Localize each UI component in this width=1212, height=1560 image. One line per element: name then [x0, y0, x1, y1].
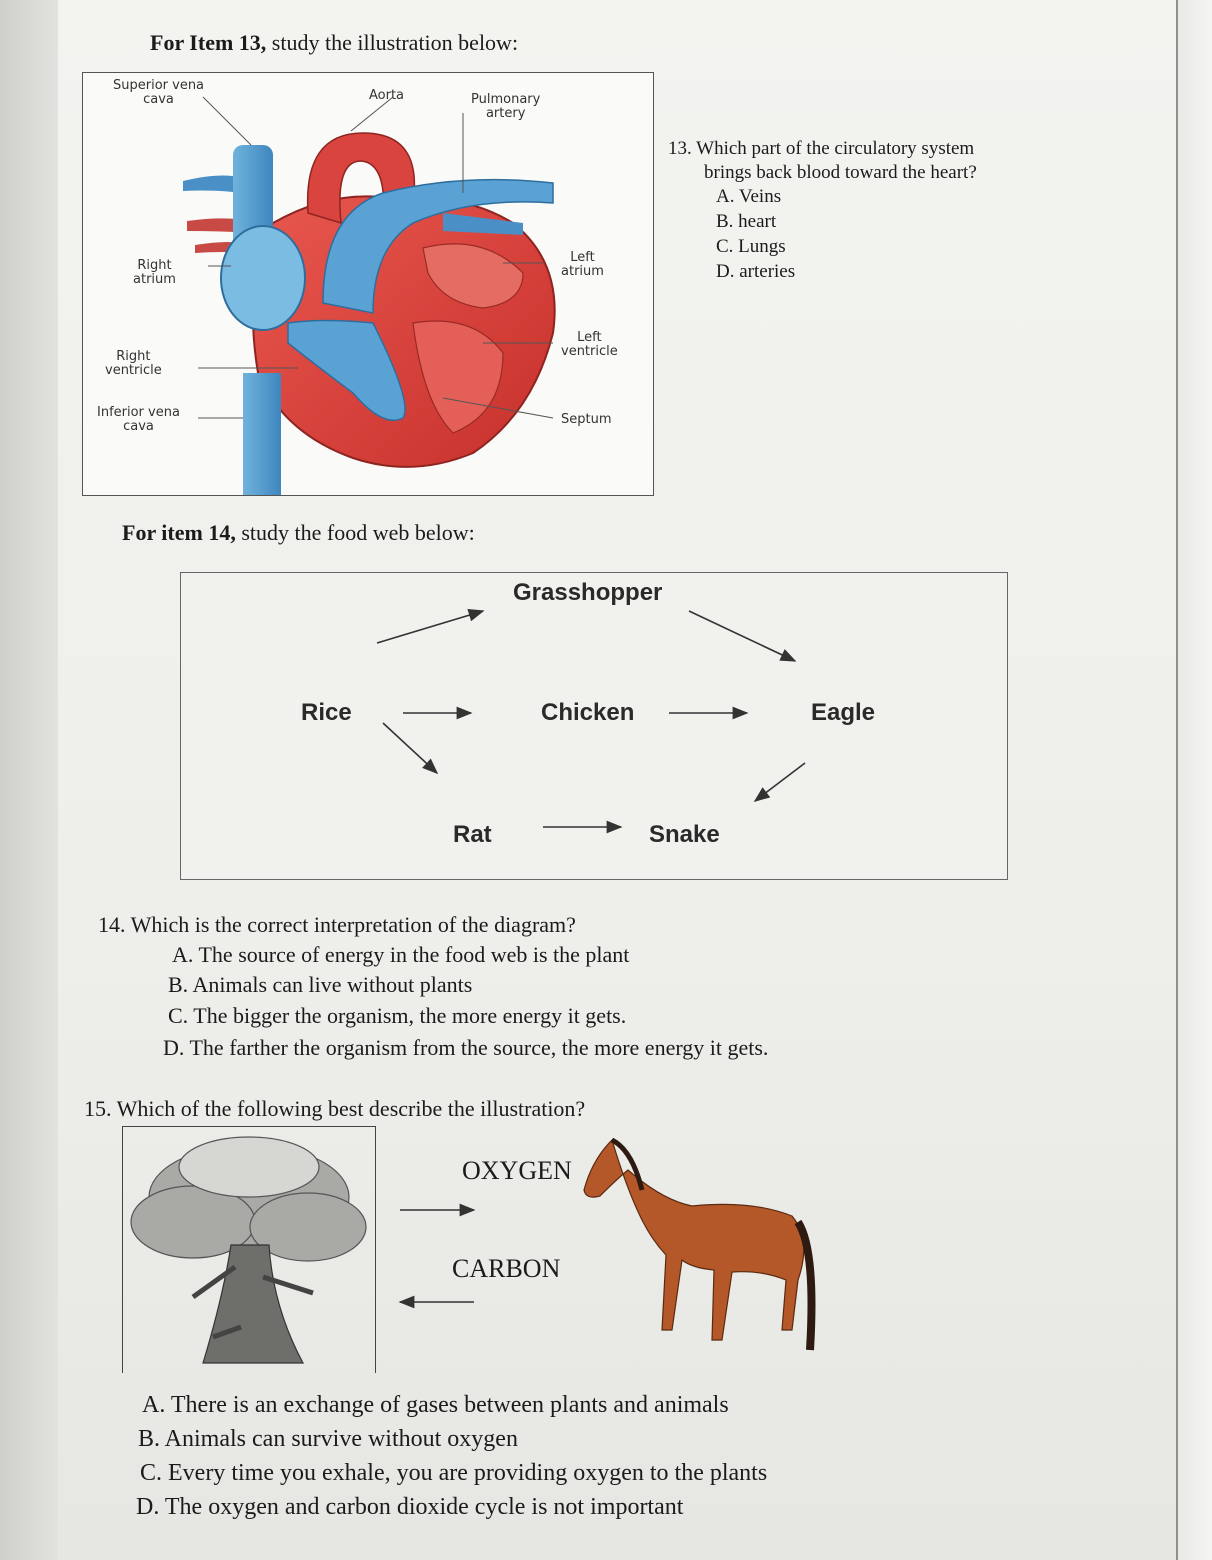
item13-question-line2: brings back blood toward the heart?	[704, 162, 977, 183]
item15-choice-d: D. The oxygen and carbon dioxide cycle is not important	[136, 1494, 684, 1520]
item13-choice-c: C. Lungs	[716, 236, 786, 257]
arrow-rice-to-grasshopper	[377, 611, 483, 643]
item14-choice-b: B. Animals can live without plants	[168, 972, 473, 997]
item14-choice-d: D. The farther the organism from the source, the more energy it gets.	[163, 1035, 769, 1060]
food-web-eagle: Eagle	[811, 699, 876, 726]
item13-choice-a: A. Veins	[716, 186, 782, 207]
item13-choice-b: B. heart	[716, 211, 777, 232]
arrow-grasshopper-to-eagle	[689, 611, 795, 661]
label-inferior-vena-cava: Inferior vena cava	[97, 405, 180, 434]
label-oxygen: OXYGEN	[462, 1156, 572, 1185]
label-aorta: Aorta	[369, 88, 405, 103]
food-web-chicken: Chicken	[541, 699, 635, 726]
tree-image-frame	[122, 1126, 376, 1373]
label-right-atrium: Right atrium	[133, 258, 176, 287]
item15-choice-b: B. Animals can survive without oxygen	[138, 1426, 518, 1452]
item14-question: 14. Which is the correct interpretation of the diagram?	[98, 912, 576, 937]
arrow-snake-to-eagle	[755, 763, 805, 801]
inferior-vena-cava-vessel	[243, 373, 281, 495]
label-carbon: CARBON	[452, 1254, 561, 1283]
label-superior-vena-cava: Superior vena cava	[113, 78, 205, 107]
item14-intro-bold: For item 14,	[122, 520, 236, 545]
label-left-ventricle: Left ventricle	[561, 330, 618, 359]
food-web-grasshopper: Grasshopper	[513, 579, 663, 606]
label-right-ventricle: Right ventricle	[105, 349, 162, 378]
item14-choice-a: A. The source of energy in the food web is the plant	[172, 942, 630, 967]
item15-choice-a: A. There is an exchange of gases between plants and animals	[142, 1392, 729, 1418]
label-septum: Septum	[561, 412, 612, 427]
item13-intro-bold: For Item 13,	[150, 30, 267, 55]
food-web-rat: Rat	[453, 821, 492, 848]
label-left-atrium: Left atrium	[561, 250, 604, 279]
item14-choice-c: C. The bigger the organism, the more energy it gets.	[168, 1003, 627, 1028]
item14-intro-rest: study the food web below:	[235, 520, 475, 545]
food-web-rice: Rice	[301, 699, 352, 726]
item13-choice-d: D. arteries	[716, 261, 796, 282]
item15-choice-c: C. Every time you exhale, you are providing oxygen to the plants	[140, 1460, 768, 1486]
label-pulmonary-artery: Pulmonary artery	[471, 92, 541, 121]
page-edge-right	[1176, 0, 1212, 1560]
item15-question: 15. Which of the following best describe the illustration?	[84, 1096, 586, 1121]
horse-illustration	[572, 1130, 822, 1370]
item13-question-line1: 13. Which part of the circulatory system	[668, 138, 975, 159]
food-web-snake: Snake	[649, 821, 720, 848]
item14-intro	[122, 520, 475, 546]
tree-illustration	[123, 1127, 375, 1373]
right-atrium-chamber	[221, 226, 305, 330]
item13-intro	[150, 30, 518, 56]
item13-intro-rest: study the illustration below:	[266, 30, 519, 55]
food-web-diagram	[180, 572, 1008, 880]
heart-diagram	[82, 72, 654, 496]
page-edge-left	[0, 0, 64, 1560]
arrow-rice-to-rat	[383, 723, 437, 773]
